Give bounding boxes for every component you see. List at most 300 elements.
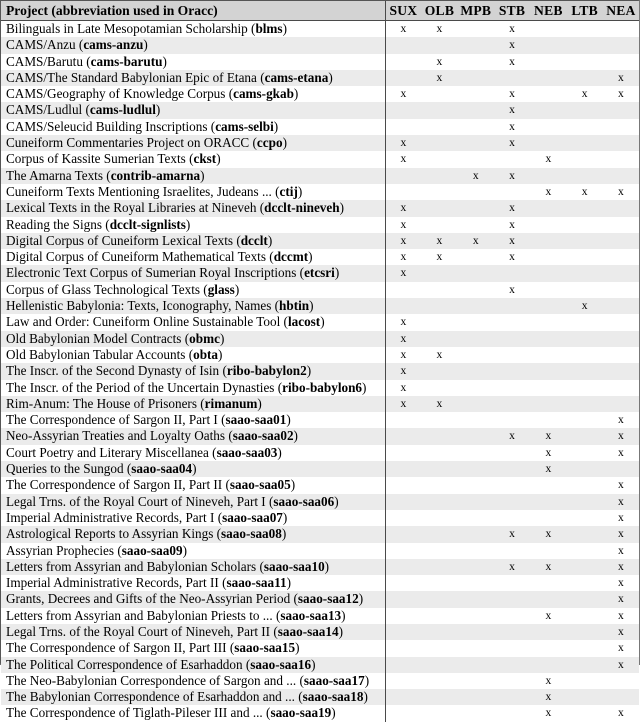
project-cell: The Inscr. of the Second Dynasty of Isin (ribo-babylon2) <box>1 363 385 379</box>
mark-cell-sux: x <box>385 396 421 412</box>
mark-cell-olb <box>421 331 457 347</box>
mark-cell-mpb <box>458 21 494 38</box>
mark-cell-ltb <box>566 70 602 86</box>
mark-cell-nea: x <box>603 86 639 102</box>
project-cell: Court Poetry and Literary Miscellanea (saao-saa03) <box>1 445 385 461</box>
project-abbreviation: cams-etana <box>264 69 329 85</box>
mark-cell-ltb <box>566 282 602 298</box>
column-header-nea: NEA <box>603 1 639 21</box>
mark-cell-stb <box>494 396 530 412</box>
project-abbreviation: saao-saa14 <box>277 623 339 639</box>
project-title: CAMS/Geography of Knowledge Corpus <box>6 86 226 102</box>
project-cell: Law and Order: Cuneiform Online Sustainable Tool (lacost) <box>1 314 385 330</box>
mark-cell-sux <box>385 526 421 542</box>
project-abbreviation: saao-saa05 <box>229 477 291 493</box>
mark-cell-ltb <box>566 461 602 477</box>
mark-cell-mpb <box>458 37 494 53</box>
project-title: CAMS/Seleucid Building Inscriptions <box>6 118 208 134</box>
project-cell: Cuneiform Commentaries Project on ORACC (ccpo) <box>1 135 385 151</box>
project-title: Lexical Texts in the Royal Libraries at Nineveh <box>6 200 257 216</box>
mark-cell-stb: x <box>494 102 530 118</box>
project-abbreviation: saao-saa18 <box>302 689 364 705</box>
mark-cell-nea: x <box>603 640 639 656</box>
mark-cell-mpb: x <box>458 168 494 184</box>
mark-cell-stb <box>494 494 530 510</box>
mark-cell-nea <box>603 347 639 363</box>
mark-cell-stb <box>494 298 530 314</box>
mark-cell-mpb <box>458 396 494 412</box>
mark-cell-olb <box>421 591 457 607</box>
mark-cell-nea <box>603 282 639 298</box>
project-title: The Correspondence of Sargon II, Part I <box>6 412 218 428</box>
project-title: Law and Order: Cuneiform Online Sustainable Tool <box>6 314 281 330</box>
project-abbreviation: saao-saa07 <box>222 509 283 525</box>
project-title: Letters from Assyrian and Babylonian Priests to ... <box>6 607 273 623</box>
mark-cell-stb <box>494 575 530 591</box>
table-row <box>1 347 639 363</box>
mark-cell-nea <box>603 102 639 118</box>
mark-cell-olb <box>421 86 457 102</box>
mark-cell-mpb <box>458 265 494 281</box>
project-cell: The Correspondence of Tiglath-Pileser III and ... (saao-saa19) <box>1 705 385 721</box>
project-cell: Cuneiform Texts Mentioning Israelites, Judeans ... (ctij) <box>1 184 385 200</box>
mark-cell-ltb <box>566 477 602 493</box>
mark-cell-olb <box>421 119 457 135</box>
mark-cell-mpb <box>458 543 494 559</box>
table-row <box>1 608 639 624</box>
project-title: Legal Trns. of the Royal Court of Nineveh, Part II <box>6 623 271 639</box>
mark-cell-ltb <box>566 705 602 721</box>
mark-cell-stb: x <box>494 21 530 38</box>
project-cell: Grants, Decrees and Gifts of the Neo-Assyrian Period (saao-saa12) <box>1 591 385 607</box>
mark-cell-ltb: x <box>566 298 602 314</box>
project-cell: Digital Corpus of Cuneiform Mathematical Texts (dccmt) <box>1 249 385 265</box>
mark-cell-ltb <box>566 559 602 575</box>
mark-cell-sux: x <box>385 331 421 347</box>
table-row <box>1 445 639 461</box>
mark-cell-ltb: x <box>566 184 602 200</box>
mark-cell-sux: x <box>385 86 421 102</box>
project-title: Court Poetry and Literary Miscellanea <box>6 444 209 460</box>
project-cell: Imperial Administrative Records, Part I (saao-saa07) <box>1 510 385 526</box>
mark-cell-stb <box>494 510 530 526</box>
table-row <box>1 428 639 444</box>
mark-cell-ltb <box>566 119 602 135</box>
mark-cell-nea <box>603 396 639 412</box>
project-title: CAMS/Ludlul <box>6 102 83 118</box>
project-title: Bilinguals in Late Mesopotamian Scholarship <box>6 21 248 36</box>
mark-cell-neb <box>530 510 566 526</box>
project-abbreviation: obmc <box>189 330 220 346</box>
mark-cell-nea: x <box>603 575 639 591</box>
mark-cell-sux <box>385 102 421 118</box>
project-title: The Babylonian Correspondence of Esarhaddon and ... <box>6 689 295 705</box>
mark-cell-neb <box>530 477 566 493</box>
table-row <box>1 151 639 167</box>
mark-cell-mpb <box>458 217 494 233</box>
table-row <box>1 510 639 526</box>
mark-cell-mpb <box>458 200 494 216</box>
mark-cell-ltb <box>566 689 602 705</box>
table-row <box>1 233 639 249</box>
table-row <box>1 200 639 216</box>
mark-cell-olb <box>421 705 457 721</box>
project-abbreviation: saao-saa02 <box>232 428 294 444</box>
mark-cell-olb <box>421 168 457 184</box>
mark-cell-ltb <box>566 412 602 428</box>
mark-cell-ltb <box>566 54 602 70</box>
mark-cell-sux: x <box>385 21 421 38</box>
project-abbreviation: saao-saa08 <box>221 526 282 542</box>
mark-cell-sux <box>385 298 421 314</box>
mark-cell-nea: x <box>603 608 639 624</box>
mark-cell-nea: x <box>603 494 639 510</box>
mark-cell-ltb <box>566 526 602 542</box>
table-row <box>1 526 639 542</box>
mark-cell-stb <box>494 363 530 379</box>
table-row <box>1 217 639 233</box>
mark-cell-mpb <box>458 119 494 135</box>
mark-cell-ltb <box>566 673 602 689</box>
mark-cell-stb: x <box>494 282 530 298</box>
mark-cell-ltb <box>566 168 602 184</box>
project-title: Assyrian Prophecies <box>6 542 115 558</box>
mark-cell-neb <box>530 624 566 640</box>
project-title: The Correspondence of Tiglath-Pileser III and ... <box>6 705 263 721</box>
mark-cell-mpb <box>458 412 494 428</box>
mark-cell-mpb <box>458 428 494 444</box>
mark-cell-nea <box>603 265 639 281</box>
mark-cell-neb <box>530 380 566 396</box>
mark-cell-mpb <box>458 689 494 705</box>
project-title: Corpus of Glass Technological Texts <box>6 281 200 297</box>
mark-cell-ltb <box>566 445 602 461</box>
table-row <box>1 559 639 575</box>
mark-cell-neb: x <box>530 689 566 705</box>
project-cell: CAMS/Seleucid Building Inscriptions (cams-selbi) <box>1 119 385 135</box>
mark-cell-olb <box>421 445 457 461</box>
mark-cell-sux <box>385 640 421 656</box>
mark-cell-stb: x <box>494 526 530 542</box>
mark-cell-stb <box>494 412 530 428</box>
mark-cell-nea <box>603 119 639 135</box>
mark-cell-stb <box>494 461 530 477</box>
table-row <box>1 396 639 412</box>
project-title: The Neo-Babylonian Correspondence of Sargon and ... <box>6 672 297 688</box>
mark-cell-mpb <box>458 445 494 461</box>
mark-cell-mpb <box>458 526 494 542</box>
mark-cell-mpb <box>458 70 494 86</box>
project-abbreviation: saao-saa13 <box>280 607 342 623</box>
mark-cell-mpb <box>458 380 494 396</box>
project-abbreviation: ribo-babylon2 <box>226 363 307 379</box>
mark-cell-ltb <box>566 575 602 591</box>
project-cell: Neo-Assyrian Treaties and Loyalty Oaths (saao-saa02) <box>1 428 385 444</box>
mark-cell-olb <box>421 575 457 591</box>
mark-cell-neb <box>530 102 566 118</box>
mark-cell-sux: x <box>385 217 421 233</box>
mark-cell-nea: x <box>603 624 639 640</box>
mark-cell-neb <box>530 54 566 70</box>
project-abbreviation: dccmt <box>273 249 309 265</box>
mark-cell-olb <box>421 102 457 118</box>
project-abbreviation: saao-saa10 <box>263 558 325 574</box>
mark-cell-mpb <box>458 102 494 118</box>
mark-cell-neb <box>530 200 566 216</box>
project-cell: CAMS/Geography of Knowledge Corpus (cams-gkab) <box>1 86 385 102</box>
mark-cell-olb <box>421 282 457 298</box>
table-row <box>1 37 639 53</box>
table-row <box>1 86 639 102</box>
mark-cell-olb <box>421 461 457 477</box>
project-abbreviation: saao-saa06 <box>273 493 335 509</box>
mark-cell-stb <box>494 608 530 624</box>
mark-cell-neb <box>530 575 566 591</box>
mark-cell-stb: x <box>494 559 530 575</box>
mark-cell-sux <box>385 428 421 444</box>
project-title: The Inscr. of the Second Dynasty of Isin <box>6 363 220 379</box>
table-row <box>1 314 639 330</box>
table-row <box>1 412 639 428</box>
mark-cell-ltb <box>566 314 602 330</box>
mark-cell-stb <box>494 543 530 559</box>
mark-cell-stb: x <box>494 168 530 184</box>
project-cell: Lexical Texts in the Royal Libraries at Nineveh (dcclt-nineveh) <box>1 200 385 216</box>
mark-cell-stb <box>494 70 530 86</box>
table-row <box>1 184 639 200</box>
project-abbreviation: cams-anzu <box>83 37 144 53</box>
column-header-mpb: MPB <box>458 1 494 21</box>
project-title: Letters from Assyrian and Babylonian Scholars <box>6 558 257 574</box>
project-abbreviation: ctij <box>279 183 298 199</box>
mark-cell-stb: x <box>494 233 530 249</box>
mark-cell-nea <box>603 314 639 330</box>
mark-cell-sux: x <box>385 314 421 330</box>
mark-cell-olb <box>421 135 457 151</box>
mark-cell-mpb <box>458 673 494 689</box>
mark-cell-nea: x <box>603 591 639 607</box>
mark-cell-ltb <box>566 265 602 281</box>
mark-cell-nea <box>603 54 639 70</box>
mark-cell-mpb <box>458 298 494 314</box>
column-header-project: Project (abbreviation used in Oracc) <box>1 1 385 21</box>
table-row <box>1 380 639 396</box>
mark-cell-neb <box>530 363 566 379</box>
table-row <box>1 21 639 38</box>
mark-cell-mpb <box>458 86 494 102</box>
project-cell: Legal Trns. of the Royal Court of Nineveh, Part I (saao-saa06) <box>1 494 385 510</box>
mark-cell-olb <box>421 314 457 330</box>
mark-cell-sux: x <box>385 233 421 249</box>
mark-cell-ltb <box>566 363 602 379</box>
column-header-sux: SUX <box>385 1 421 21</box>
mark-cell-ltb <box>566 591 602 607</box>
project-cell: Corpus of Glass Technological Texts (glass) <box>1 282 385 298</box>
mark-cell-sux <box>385 705 421 721</box>
project-cell: Letters from Assyrian and Babylonian Priests to ... (saao-saa13) <box>1 608 385 624</box>
project-abbreviation: blms <box>255 21 283 36</box>
project-title: Old Babylonian Model Contracts <box>6 330 182 346</box>
mark-cell-sux <box>385 510 421 526</box>
project-abbreviation: dcclt <box>240 232 268 248</box>
mark-cell-mpb <box>458 249 494 265</box>
mark-cell-stb <box>494 705 530 721</box>
project-abbreviation: cams-selbi <box>215 118 274 134</box>
mark-cell-neb <box>530 640 566 656</box>
mark-cell-stb <box>494 689 530 705</box>
oracc-project-table <box>1 1 639 722</box>
mark-cell-neb <box>530 347 566 363</box>
mark-cell-olb <box>421 200 457 216</box>
table-row <box>1 135 639 151</box>
project-abbreviation: ckst <box>193 151 217 167</box>
mark-cell-sux <box>385 119 421 135</box>
project-cell: Old Babylonian Tabular Accounts (obta) <box>1 347 385 363</box>
mark-cell-nea: x <box>603 705 639 721</box>
mark-cell-nea <box>603 689 639 705</box>
mark-cell-sux: x <box>385 200 421 216</box>
project-title: Hellenistic Babylonia: Texts, Iconography, Names <box>6 298 272 314</box>
project-title: Imperial Administrative Records, Part I <box>6 509 215 525</box>
project-abbreviation: lacost <box>287 314 321 330</box>
mark-cell-neb <box>530 265 566 281</box>
mark-cell-ltb <box>566 217 602 233</box>
mark-cell-mpb <box>458 184 494 200</box>
project-title: Reading the Signs <box>6 216 102 232</box>
project-abbreviation: hbtin <box>279 298 310 314</box>
mark-cell-ltb <box>566 608 602 624</box>
mark-cell-stb: x <box>494 86 530 102</box>
project-title: Corpus of Kassite Sumerian Texts <box>6 151 186 167</box>
mark-cell-mpb <box>458 477 494 493</box>
mark-cell-nea <box>603 233 639 249</box>
project-cell: The Correspondence of Sargon II, Part I (saao-saa01) <box>1 412 385 428</box>
mark-cell-nea: x <box>603 412 639 428</box>
project-abbreviation: saao-saa04 <box>131 461 193 477</box>
mark-cell-stb <box>494 314 530 330</box>
project-title: Cuneiform Texts Mentioning Israelites, Judeans ... <box>6 183 272 199</box>
mark-cell-mpb <box>458 608 494 624</box>
mark-cell-nea: x <box>603 543 639 559</box>
mark-cell-sux: x <box>385 363 421 379</box>
table-header <box>1 1 639 21</box>
table-row <box>1 265 639 281</box>
mark-cell-nea <box>603 380 639 396</box>
mark-cell-nea <box>603 363 639 379</box>
table-row <box>1 298 639 314</box>
mark-cell-sux <box>385 461 421 477</box>
mark-cell-stb: x <box>494 119 530 135</box>
mark-cell-sux <box>385 673 421 689</box>
mark-cell-sux <box>385 494 421 510</box>
project-cell: Digital Corpus of Cuneiform Lexical Texts (dcclt) <box>1 233 385 249</box>
mark-cell-ltb <box>566 233 602 249</box>
project-abbreviation: dcclt-nineveh <box>264 200 340 216</box>
table-row <box>1 591 639 607</box>
mark-cell-neb <box>530 217 566 233</box>
mark-cell-nea <box>603 249 639 265</box>
project-title: Legal Trns. of the Royal Court of Nineveh, Part I <box>6 493 266 509</box>
project-abbreviation: rimanum <box>204 395 258 411</box>
mark-cell-olb: x <box>421 347 457 363</box>
mark-cell-olb: x <box>421 54 457 70</box>
project-title: The Correspondence of Sargon II, Part III <box>6 640 227 656</box>
mark-cell-olb <box>421 689 457 705</box>
project-abbreviation: saao-saa03 <box>216 444 278 460</box>
mark-cell-stb: x <box>494 428 530 444</box>
project-title: The Inscr. of the Period of the Uncertain Dynasties <box>6 379 275 395</box>
table-row <box>1 640 639 656</box>
project-cell: Legal Trns. of the Royal Court of Nineveh, Part II (saao-saa14) <box>1 624 385 640</box>
mark-cell-ltb <box>566 102 602 118</box>
project-cell: Hellenistic Babylonia: Texts, Iconography, Names (hbtin) <box>1 298 385 314</box>
project-abbreviation: saao-saa17 <box>303 672 365 688</box>
project-abbreviation: saao-saa11 <box>226 575 287 591</box>
project-title: The Political Correspondence of Esarhaddon <box>6 656 243 672</box>
table-row <box>1 705 639 721</box>
column-header-stb: STB <box>494 1 530 21</box>
table-row <box>1 249 639 265</box>
project-cell: Queries to the Sungod (saao-saa04) <box>1 461 385 477</box>
project-cell: The Correspondence of Sargon II, Part III (saao-saa15) <box>1 640 385 656</box>
project-title: CAMS/Barutu <box>6 53 83 69</box>
project-abbreviation: saao-saa09 <box>121 542 183 558</box>
project-title: Cuneiform Commentaries Project on ORACC <box>6 135 250 151</box>
table-row <box>1 282 639 298</box>
table-row <box>1 494 639 510</box>
mark-cell-sux <box>385 70 421 86</box>
table-row <box>1 102 639 118</box>
mark-cell-stb: x <box>494 249 530 265</box>
project-abbreviation: obta <box>193 346 219 362</box>
mark-cell-sux: x <box>385 347 421 363</box>
column-header-neb: NEB <box>530 1 566 21</box>
project-abbreviation: saao-saa15 <box>234 640 296 656</box>
mark-cell-stb <box>494 380 530 396</box>
project-abbreviation: etcsri <box>304 265 335 281</box>
mark-cell-stb <box>494 673 530 689</box>
mark-cell-neb <box>530 412 566 428</box>
mark-cell-ltb <box>566 249 602 265</box>
mark-cell-mpb <box>458 54 494 70</box>
mark-cell-olb: x <box>421 249 457 265</box>
project-abbreviation: ccpo <box>256 135 283 151</box>
mark-cell-nea: x <box>603 445 639 461</box>
project-cell: The Babylonian Correspondence of Esarhaddon and ... (saao-saa18) <box>1 689 385 705</box>
mark-cell-sux <box>385 54 421 70</box>
mark-cell-sux <box>385 608 421 624</box>
mark-cell-mpb <box>458 705 494 721</box>
mark-cell-olb <box>421 673 457 689</box>
mark-cell-sux <box>385 477 421 493</box>
mark-cell-olb <box>421 559 457 575</box>
project-cell: The Inscr. of the Period of the Uncertain Dynasties (ribo-babylon6) <box>1 380 385 396</box>
table-row <box>1 331 639 347</box>
mark-cell-ltb <box>566 640 602 656</box>
mark-cell-neb <box>530 70 566 86</box>
mark-cell-mpb <box>458 559 494 575</box>
project-cell: Electronic Text Corpus of Sumerian Royal Inscriptions (etcsri) <box>1 265 385 281</box>
mark-cell-sux <box>385 37 421 53</box>
mark-cell-nea <box>603 135 639 151</box>
mark-cell-nea <box>603 200 639 216</box>
mark-cell-stb <box>494 477 530 493</box>
project-abbreviation: cams-barutu <box>90 53 163 69</box>
mark-cell-olb <box>421 624 457 640</box>
mark-cell-mpb <box>458 640 494 656</box>
mark-cell-ltb <box>566 510 602 526</box>
mark-cell-sux <box>385 412 421 428</box>
